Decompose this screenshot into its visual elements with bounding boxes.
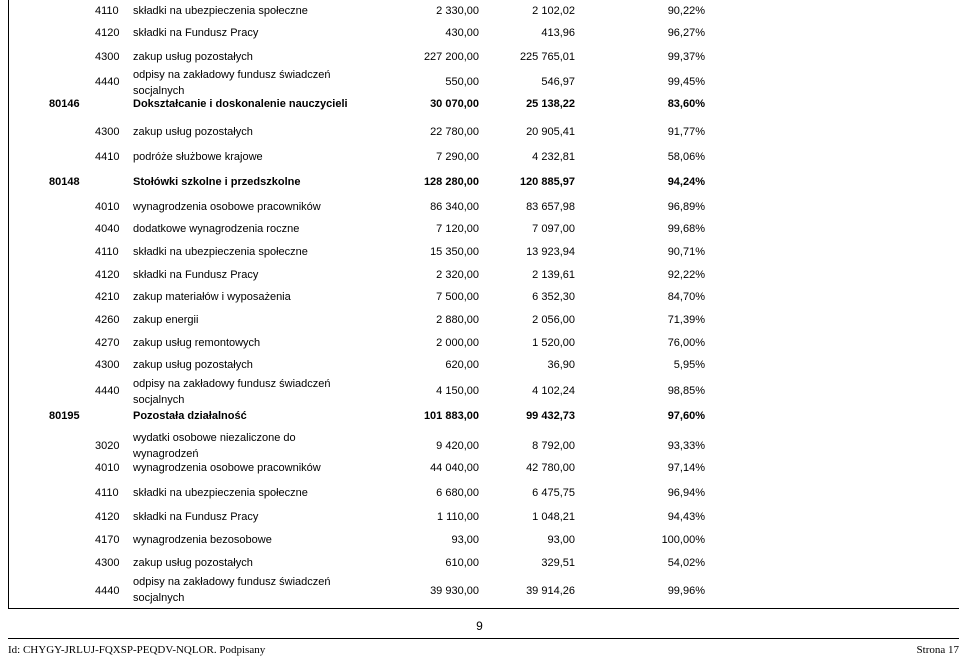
- table-row: [9, 333, 959, 355]
- paragraph-code: 4210: [95, 291, 120, 303]
- document-footer: [8, 638, 959, 656]
- plan-value: 22 780,00: [430, 126, 479, 138]
- execution-percent: 99,96%: [667, 585, 705, 597]
- table-row: [9, 507, 959, 529]
- table-row: [9, 242, 959, 264]
- item-name: zakup usług pozostałych: [133, 557, 253, 569]
- paragraph-code: 4270: [95, 337, 120, 349]
- section-row: [9, 172, 959, 194]
- execution-value: 42 780,00: [526, 462, 575, 474]
- execution-percent: 91,77%: [667, 126, 705, 138]
- execution-value: 329,51: [541, 557, 575, 569]
- paragraph-code: 4010: [95, 201, 120, 213]
- paragraph-code: 4300: [95, 126, 120, 138]
- section-name: Pozostała działalność: [133, 410, 247, 422]
- item-name: zakup usług remontowych: [133, 337, 261, 349]
- item-name: podróże służbowe krajowe: [133, 151, 263, 163]
- execution-value: 39 914,26: [526, 585, 575, 597]
- table-row: [9, 265, 959, 287]
- paragraph-code: 3020: [95, 440, 120, 452]
- execution-percent: 94,24%: [667, 176, 705, 188]
- item-name: wynagrodzenia bezosobowe: [133, 534, 272, 546]
- item-name: dodatkowe wynagrodzenia roczne: [133, 223, 300, 235]
- execution-percent: 83,60%: [667, 98, 705, 110]
- table-row: [9, 355, 959, 377]
- item-name: składki na Fundusz Pracy: [133, 27, 259, 39]
- table-row: [9, 530, 959, 552]
- paragraph-code: 4300: [95, 557, 120, 569]
- execution-percent: 93,33%: [667, 440, 705, 452]
- execution-percent: 99,68%: [667, 223, 705, 235]
- execution-value: 8 792,00: [532, 440, 575, 452]
- paragraph-code: 4120: [95, 269, 120, 281]
- item-name: zakup materiałów i wyposażenia: [133, 291, 291, 303]
- execution-value: 25 138,22: [526, 98, 575, 110]
- execution-value: 2 139,61: [532, 269, 575, 281]
- plan-value: 550,00: [445, 76, 479, 88]
- table-row: [9, 458, 959, 480]
- execution-value: 225 765,01: [519, 51, 575, 63]
- item-name: wynagrodzenia osobowe pracowników: [133, 201, 321, 213]
- document-id: Id: CHYGY-JRLUJ-FQXSP-PEQDV-NQLOR. Podpisany: [8, 644, 266, 656]
- paragraph-code: 4440: [95, 385, 120, 397]
- table-row: [9, 483, 959, 505]
- table-row: [9, 2, 959, 22]
- plan-value: 44 040,00: [430, 462, 479, 474]
- execution-percent: 94,43%: [667, 511, 705, 523]
- execution-value: 4 102,24: [532, 385, 575, 397]
- table-row: [9, 219, 959, 241]
- plan-value: 6 680,00: [436, 487, 479, 499]
- execution-percent: 58,06%: [667, 151, 705, 163]
- paragraph-code: 4120: [95, 511, 120, 523]
- paragraph-code: 4170: [95, 534, 120, 546]
- table-row: [9, 310, 959, 332]
- plan-value: 86 340,00: [430, 201, 479, 213]
- execution-value: 546,97: [541, 76, 575, 88]
- execution-value: 93,00: [547, 534, 575, 546]
- section-code: 80148: [49, 176, 80, 188]
- paragraph-code: 4300: [95, 51, 120, 63]
- plan-value: 7 500,00: [436, 291, 479, 303]
- paragraph-code: 4120: [95, 27, 120, 39]
- execution-percent: 97,14%: [667, 462, 705, 474]
- plan-value: 93,00: [451, 534, 479, 546]
- item-name: odpisy na zakładowy fundusz świadczeń socjalnych: [133, 69, 331, 97]
- plan-value: 227 200,00: [423, 51, 479, 63]
- execution-percent: 84,70%: [667, 291, 705, 303]
- plan-value: 2 320,00: [436, 269, 479, 281]
- page-number: 9: [476, 619, 483, 633]
- table-row: [9, 553, 959, 575]
- plan-value: 610,00: [445, 557, 479, 569]
- paragraph-code: 4040: [95, 223, 120, 235]
- execution-value: 1 520,00: [532, 337, 575, 349]
- execution-value: 120 885,97: [519, 176, 575, 188]
- execution-value: 36,90: [547, 359, 575, 371]
- execution-percent: 54,02%: [667, 557, 705, 569]
- table-row: [9, 69, 959, 97]
- plan-value: 30 070,00: [430, 98, 479, 110]
- execution-percent: 100,00%: [661, 534, 705, 546]
- item-name: składki na ubezpieczenia społeczne: [133, 5, 308, 17]
- plan-value: 4 150,00: [436, 385, 479, 397]
- plan-value: 9 420,00: [436, 440, 479, 452]
- item-name: zakup usług pozostałych: [133, 126, 253, 138]
- plan-value: 1 110,00: [436, 511, 479, 523]
- paragraph-code: 4010: [95, 462, 120, 474]
- plan-value: 2 330,00: [436, 5, 479, 17]
- execution-percent: 90,22%: [667, 5, 705, 17]
- execution-percent: 96,94%: [667, 487, 705, 499]
- plan-value: 7 120,00: [436, 223, 479, 235]
- execution-percent: 71,39%: [667, 314, 705, 326]
- table-row: [9, 23, 959, 45]
- execution-percent: 98,85%: [667, 385, 705, 397]
- execution-value: 99 432,73: [526, 410, 575, 422]
- plan-value: 128 280,00: [423, 176, 479, 188]
- plan-value: 2 000,00: [436, 337, 479, 349]
- item-name: składki na Fundusz Pracy: [133, 269, 259, 281]
- plan-value: 7 290,00: [436, 151, 479, 163]
- execution-value: 13 923,94: [526, 246, 575, 258]
- item-name: składki na ubezpieczenia społeczne: [133, 246, 308, 258]
- execution-value: 83 657,98: [526, 201, 575, 213]
- section-code: 80146: [49, 98, 80, 110]
- execution-percent: 96,27%: [667, 27, 705, 39]
- execution-percent: 76,00%: [667, 337, 705, 349]
- execution-value: 413,96: [541, 27, 575, 39]
- item-name: wydatki osobowe niezaliczone do wynagrodzeń: [133, 432, 296, 460]
- paragraph-code: 4110: [95, 487, 119, 499]
- table-row: [9, 122, 959, 144]
- table-row: [9, 197, 959, 219]
- section-name: Dokształcanie i doskonalenie nauczycieli: [133, 98, 348, 110]
- budget-table: [8, 0, 959, 609]
- item-name: odpisy na zakładowy fundusz świadczeń socjalnych: [133, 576, 331, 604]
- plan-value: 39 930,00: [430, 585, 479, 597]
- plan-value: 2 880,00: [436, 314, 479, 326]
- item-name: odpisy na zakładowy fundusz świadczeń socjalnych: [133, 378, 331, 406]
- item-name: składki na ubezpieczenia społeczne: [133, 487, 308, 499]
- paragraph-code: 4110: [95, 246, 119, 258]
- item-name: zakup energii: [133, 314, 199, 326]
- plan-value: 430,00: [445, 27, 479, 39]
- item-name: zakup usług pozostałych: [133, 51, 253, 63]
- execution-value: 20 905,41: [526, 126, 575, 138]
- table-row: [9, 47, 959, 69]
- paragraph-code: 4110: [95, 5, 119, 17]
- item-name: składki na Fundusz Pracy: [133, 511, 259, 523]
- item-name: wynagrodzenia osobowe pracowników: [133, 462, 321, 474]
- execution-percent: 5,95%: [673, 359, 705, 371]
- execution-value: 2 056,00: [532, 314, 575, 326]
- paragraph-code: 4300: [95, 359, 120, 371]
- paragraph-code: 4410: [95, 151, 120, 163]
- execution-value: 1 048,21: [532, 511, 575, 523]
- execution-value: 6 475,75: [532, 487, 575, 499]
- paragraph-code: 4440: [95, 76, 120, 88]
- section-code: 80195: [49, 410, 80, 422]
- plan-value: 15 350,00: [430, 246, 479, 258]
- table-row: [9, 378, 959, 406]
- execution-value: 7 097,00: [532, 223, 575, 235]
- execution-percent: 90,71%: [667, 246, 705, 258]
- table-row: [9, 147, 959, 169]
- section-name: Stołówki szkolne i przedszkolne: [133, 176, 301, 188]
- execution-percent: 92,22%: [667, 269, 705, 281]
- paragraph-code: 4260: [95, 314, 120, 326]
- footer-page-label: Strona 17: [916, 644, 959, 656]
- execution-percent: 97,60%: [667, 410, 705, 422]
- item-name: zakup usług pozostałych: [133, 359, 253, 371]
- table-row: [9, 576, 959, 608]
- table-row: [9, 287, 959, 309]
- execution-value: 4 232,81: [532, 151, 575, 163]
- execution-percent: 96,89%: [667, 201, 705, 213]
- execution-percent: 99,37%: [667, 51, 705, 63]
- plan-value: 101 883,00: [423, 410, 479, 422]
- plan-value: 620,00: [445, 359, 479, 371]
- paragraph-code: 4440: [95, 585, 120, 597]
- execution-value: 6 352,30: [532, 291, 575, 303]
- execution-percent: 99,45%: [667, 76, 705, 88]
- section-row: [9, 94, 959, 116]
- execution-value: 2 102,02: [532, 5, 575, 17]
- section-row: [9, 405, 959, 429]
